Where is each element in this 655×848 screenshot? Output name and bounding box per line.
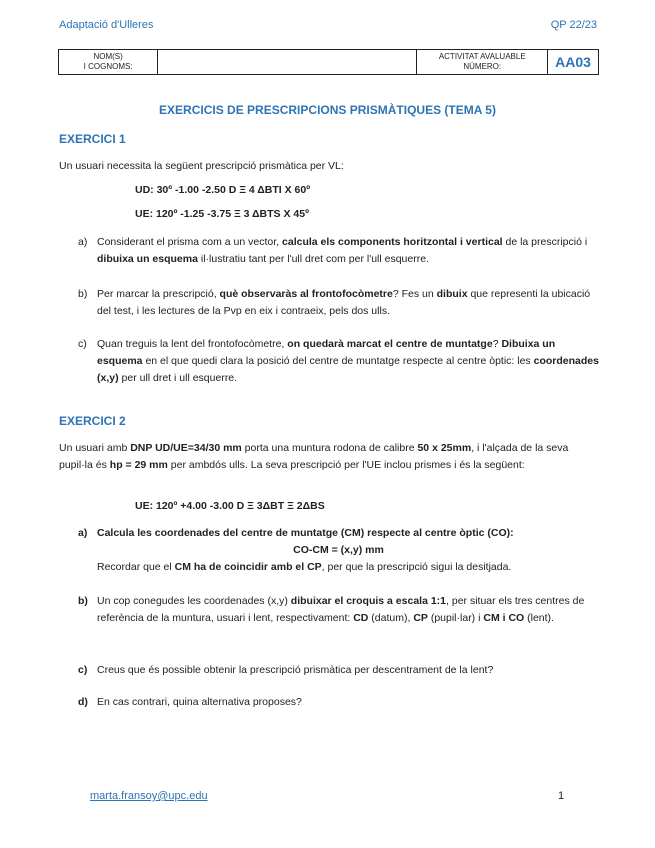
exercise-1-item-c: c) Quan treguis la lent del frontofocòmetre, on quedarà marcat el centre de muntatge? Dibuixa un esquema en el que quedi clara la posició del centre de muntatge respecte al centre òptic: les coordenades (x,y) per ull dret i ull esquerre.	[78, 338, 599, 384]
exercise-1-rx-ud: UD: 30º -1.00 -2.50 D Ξ 4 ΔBTI X 60º	[135, 184, 311, 196]
exercise-2-rx: UE: 120º +4.00 -3.00 D Ξ 3ΔBT Ξ 2ΔBS	[135, 500, 325, 512]
exercise-1-intro: Un usuari necessita la següent prescripció prismàtica per VL:	[59, 160, 344, 172]
header-term: QP 22/23	[550, 19, 597, 31]
exercise-2-item-b: b) Un cop conegudes les coordenades (x,y) dibuixar el croquis a escala 1:1, per situar els tres centres de referència de la muntura, usuari i lent, respectivament: CD (datum), CP (pupil·lar) i CM i CO (lent).	[78, 595, 585, 624]
exercise-1-item-b: b) Per marcar la prescripció, què observaràs al frontofocòmetre? Fes un dibuix que representi la ubicació del test, i les lectures de la Pvp en eix i contraeix, pels dos ulls.	[78, 288, 591, 317]
exercise-2-heading: EXERCICI 2	[59, 414, 126, 428]
exercise-2-intro: Un usuari amb DNP UD/UE=34/30 mm porta una muntura rodona de calibre 50 x 25mm, i l'alçada de la seva pupil·la és hp = 29 mm per ambdós ulls. La seva prescripció per l'UE inclou prismes i és la següent:	[59, 442, 569, 471]
exercise-1-item-a: a) Considerant el prisma com a un vector, calcula els components horitzontal i vertical de la prescripció i dibuixa un esquema il·lustratiu tant per l'ull dret com per l'ull esquerre.	[78, 236, 588, 265]
exercise-1-heading: EXERCICI 1	[59, 132, 126, 146]
name-field[interactable]	[158, 50, 417, 75]
exercise-2-item-d: d) En cas contrari, quina alternativa proposes?	[78, 696, 302, 708]
page-title: EXERCICIS DE PRESCRIPCIONS PRISMÀTIQUES (TEMA 5)	[159, 103, 496, 117]
footer-email-link[interactable]: marta.fransoy@upc.edu	[90, 790, 208, 802]
activity-code: AA03	[548, 50, 599, 75]
page-number: 1	[558, 790, 565, 802]
info-table	[58, 49, 599, 75]
exercise-2-item-c: c) Creus que és possible obtenir la prescripció prismàtica per descentrament de la lent?	[78, 664, 494, 676]
name-label: NOM(S) I COGNOMS:	[59, 50, 158, 75]
header-course: Adaptació d'Ulleres	[59, 19, 154, 31]
exercise-2-item-a: a) Calcula les coordenades del centre de muntatge (CM) respecte al centre òptic (CO): CO-CM = (x,y) mm Recordar que el CM ha de coincidir amb el CP, per que la prescripció sigui la desitjada.	[78, 527, 514, 573]
exercise-2-formula: CO-CM = (x,y) mm	[293, 544, 384, 556]
exercise-1-rx-ue: UE: 120º -1.25 -3.75 Ξ 3 ΔBTS X 45º	[135, 208, 309, 220]
activity-label: ACTIVITAT AVALUABLE NÚMERO:	[417, 50, 548, 75]
